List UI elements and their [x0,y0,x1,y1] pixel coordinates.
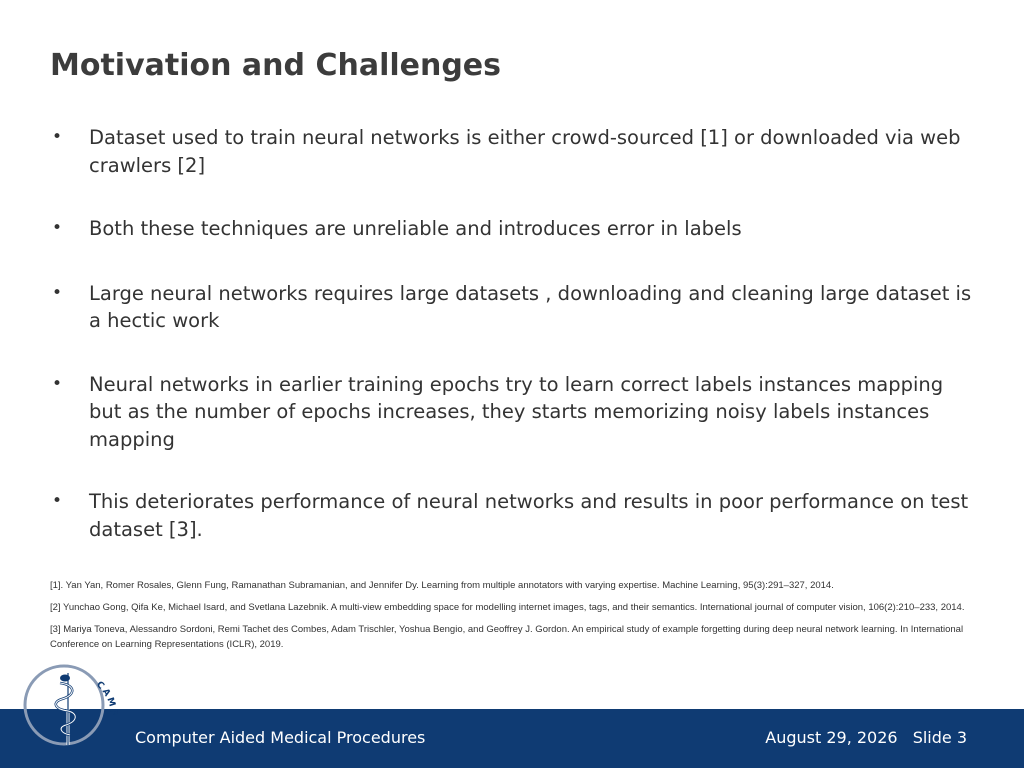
footer-organization: Computer Aided Medical Procedures [135,728,426,747]
bullet-marker: • [52,282,63,303]
slide-number: Slide 3 [912,728,967,747]
bullet-marker: • [52,218,63,238]
reference-3: [3] Mariya Toneva, Alessandro Sordoni, Remi Tachet des Combes, Adam Trischler, Yoshua Bengio, and Geoffrey J. Gordon. An empirical study of example forgetting during deep neural network learning. In International Conference on Learning Representations (ICLR), 2019. [50,624,964,650]
bullet-marker: • [52,373,63,394]
caduceus-icon [56,673,76,745]
reference-2: [2] Yunchao Gong, Qifa Ke, Michael Isard, and Svetlana Lazebnik. A multi-view embedding space for modelling internet images, tags, and their semantics. International journal of computer vision, 106(2):210–233, 2014. [50,602,965,613]
bullet-text: Dataset used to train neural networks is either crowd-sourced [1] or downloaded via web crawlers [2] [89,126,961,177]
footer-date: August 29, 2026 [765,728,898,747]
references [50,578,970,659]
bullet-marker: • [52,491,63,511]
bullet-text: This deteriorates performance of neural networks and results in poor performance on test dataset [3]. [89,490,969,541]
bullet-list [50,124,980,543]
bullet-text: Both these techniques are unreliable and introduces error in labels [89,217,742,240]
bullet-text: Large neural networks requires large datasets , downloading and cleaning large dataset is a hectic work [89,281,972,332]
bullet-item [50,371,980,454]
footer-meta [765,728,967,747]
footer-bar [0,709,1024,768]
reference-1: [1]. Yan Yan, Romer Rosales, Glenn Fung, Ramanathan Subramanian, and Jennifer Dy. Learning from multiple annotators with varying expertise. Machine Learning, 95(3):291–327, 2014. [50,580,834,591]
slide-title: Motivation and Challenges [50,48,502,83]
bullet-text: Neural networks in earlier training epochs try to learn correct labels instances mapping but as the number of epochs increases, they starts memorizing noisy labels instances mapping [89,372,944,451]
bullet-item [50,280,980,335]
bullet-item [50,215,980,243]
camp-logo [18,655,128,760]
logo-text: CAMP [93,679,119,718]
bullet-item [50,124,980,179]
bullet-marker: • [52,127,63,147]
bullet-item [50,488,980,543]
